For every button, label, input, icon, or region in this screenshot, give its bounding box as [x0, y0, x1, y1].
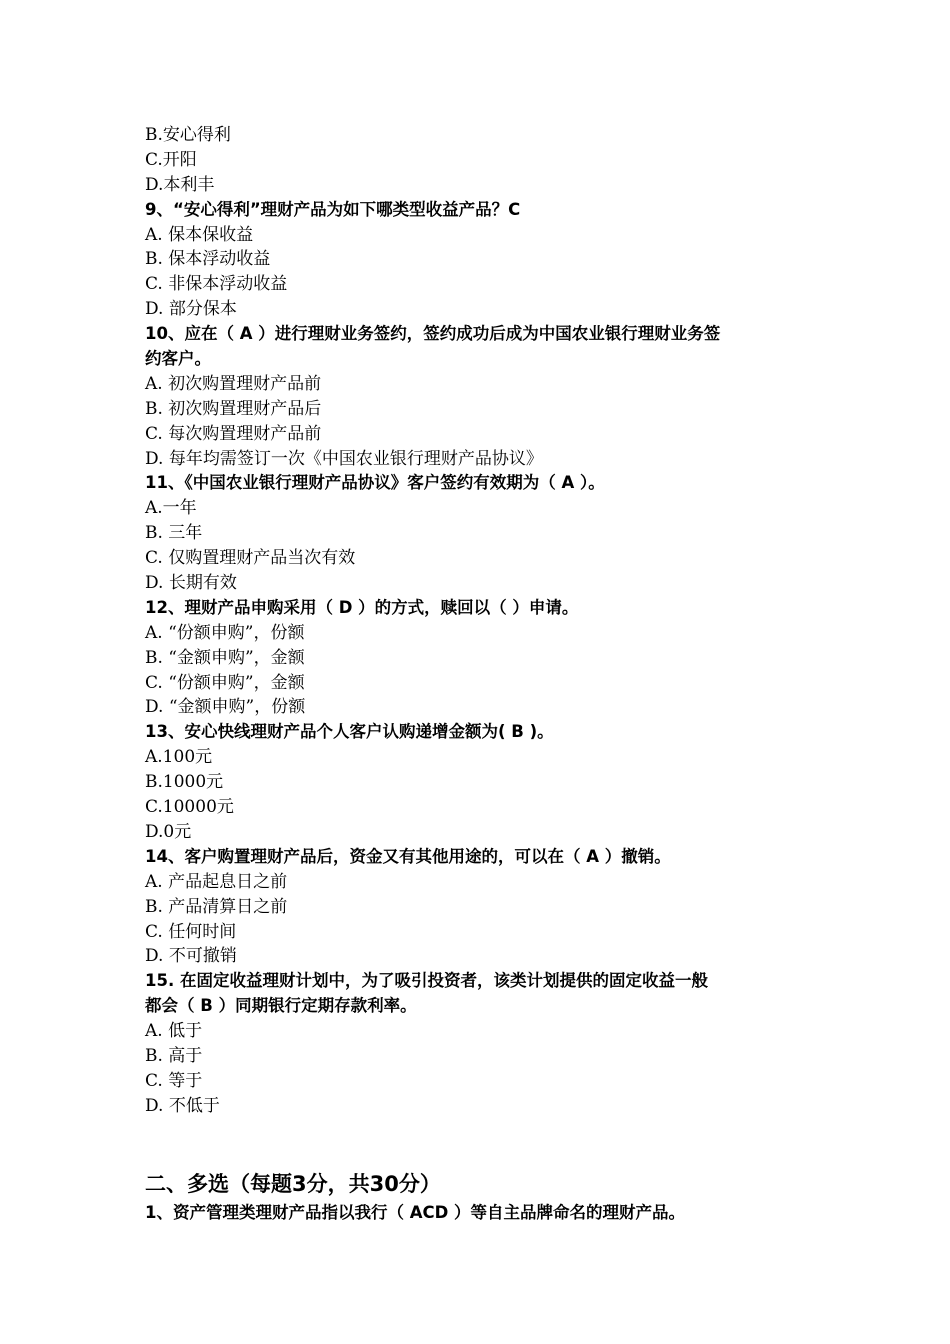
answer-option: D. 不可撤销: [145, 946, 237, 967]
answer-option: A. 低于: [145, 1021, 203, 1042]
answer-option: D.本利丰: [145, 174, 215, 195]
question-text: 13、安心快线理财产品个人客户认购递增金额为( B )。: [145, 722, 554, 742]
answer-option: D. 长期有效: [145, 573, 237, 594]
answer-option: D. “金额申购”，份额: [145, 697, 306, 718]
answer-option: C. 每次购置理财产品前: [145, 423, 322, 444]
answer-option: B. 产品清算日之前: [145, 896, 288, 917]
question-text: 14、客户购置理财产品后，资金又有其他用途的，可以在（ A ）撤销。: [145, 846, 671, 866]
answer-option: D.0元: [145, 821, 192, 842]
answer-option: D. 不低于: [145, 1095, 220, 1116]
answer-option: B.1000元: [145, 772, 224, 793]
answer-option: B.安心得利: [145, 125, 231, 145]
question-text: 10、应在（ A ）进行理财业务签约，签约成功后成为中国农业银行理财业务签: [145, 324, 721, 344]
document-page: [145, 123, 825, 1226]
answer-option: C.开阳: [145, 149, 197, 170]
answer-option: C. 仅购置理财产品当次有效: [145, 548, 356, 569]
answer-option: B. 保本浮动收益: [145, 249, 271, 270]
answer-option: B. “金额申购”，金额: [145, 647, 305, 668]
answer-option: C. “份额申购”，金额: [145, 672, 305, 693]
question-text: 11、《中国农业银行理财产品协议》客户签约有效期为（ A ）。: [145, 473, 605, 493]
answer-option: B. 初次购置理财产品后: [145, 398, 322, 419]
spacer: [145, 1119, 825, 1167]
answer-option: A. 保本保收益: [145, 224, 254, 245]
question-text: 15. 在固定收益理财计划中，为了吸引投资者，该类计划提供的固定收益一般: [145, 971, 708, 991]
question-text: 9、“安心得利”理财产品为如下哪类型收益产品？C: [145, 199, 521, 219]
answer-option: C. 任何时间: [145, 921, 237, 942]
answer-option: A.一年: [145, 498, 197, 519]
answer-option: C. 等于: [145, 1070, 203, 1091]
answer-option: D. 部分保本: [145, 299, 237, 320]
answer-option: B. 高于: [145, 1045, 203, 1066]
answer-option: A. 产品起息日之前: [145, 871, 288, 892]
question-text: 1、资产管理类理财产品指以我行（ ACD ）等自主品牌命名的理财产品。: [145, 1202, 686, 1222]
answer-option: A.100元: [145, 747, 213, 768]
question-text: 12、理财产品申购采用（ D ）的方式，赎回以（ ）申请。: [145, 597, 579, 617]
section-heading: 二、多选（每题3分，共30分）: [145, 1171, 441, 1196]
answer-option: A. “份额申购”，份额: [145, 622, 305, 643]
question-text: 都会（ B ）同期银行定期存款利率。: [145, 996, 417, 1016]
answer-option: A. 初次购置理财产品前: [145, 373, 322, 394]
question-text: 约客户。: [145, 349, 211, 369]
answer-option: C. 非保本浮动收益: [145, 274, 288, 295]
answer-option: B. 三年: [145, 523, 203, 544]
answer-option: D. 每年均需签订一次《中国农业银行理财产品协议》: [145, 448, 543, 469]
answer-option: C.10000元: [145, 797, 234, 818]
